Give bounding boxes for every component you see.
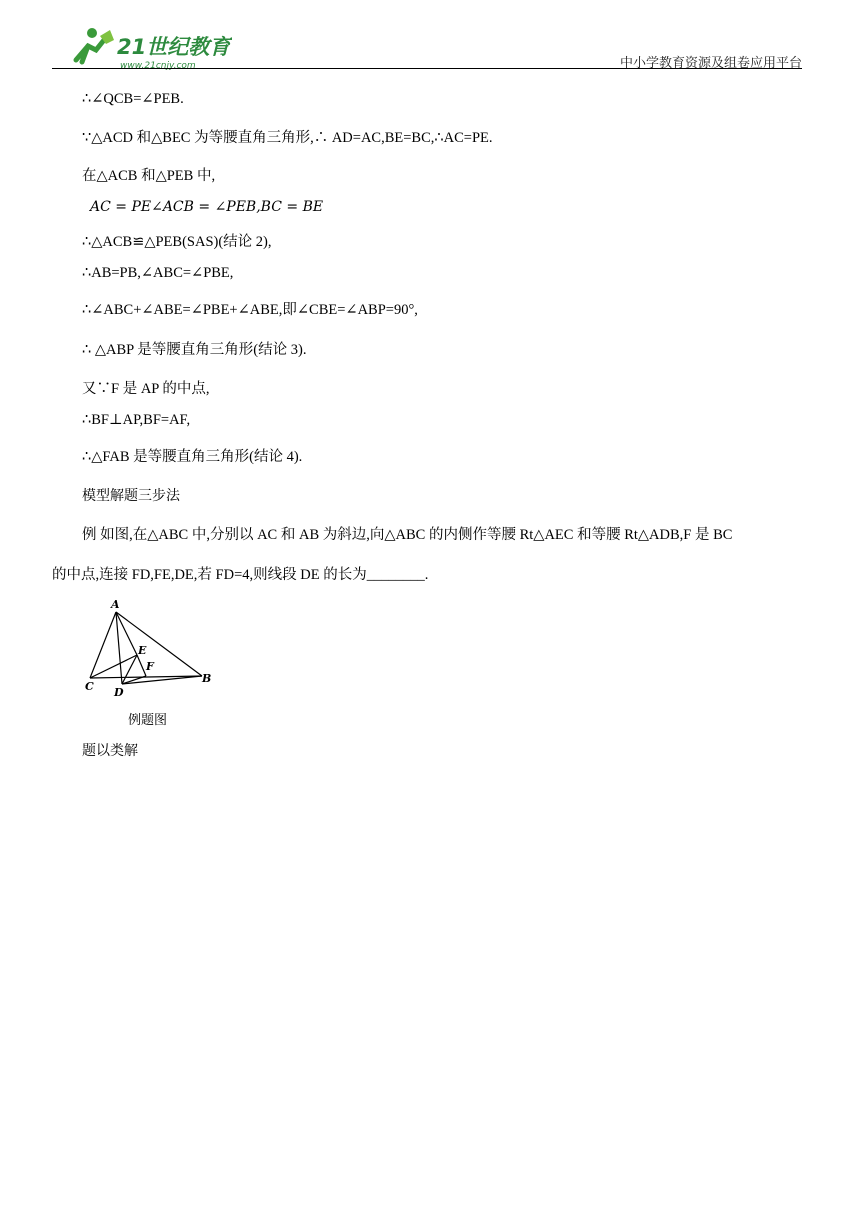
page-header	[52, 26, 802, 72]
vertex-label-a: A	[111, 598, 120, 611]
text-line-9: 又∵F 是 AP 的中点,	[82, 381, 210, 397]
text-line-7: ∴∠ABC+∠ABE=∠PBE+∠ABE,即∠CBE=∠ABP=90°,	[82, 302, 418, 318]
text-line-3: 在△ACB 和△PEB 中,	[82, 168, 216, 184]
vertex-label-f: F	[146, 660, 154, 673]
logo-text: 21世纪教育	[117, 35, 231, 59]
vertex-label-e: E	[138, 644, 147, 657]
text-line-6: ∴AB=PB,∠ABC=∠PBE,	[82, 265, 234, 281]
text-line-1: ∴∠QCB=∠PEB.	[82, 91, 184, 107]
example-line-2: 的中点,连接 FD,FE,DE,若 FD=4,则线段 DE 的长为________.	[52, 567, 429, 583]
text-line-2: ∵△ACD 和△BEC 为等腰直角三角形,∴ AD=AC,BE=BC,∴AC=PE.	[82, 130, 493, 146]
text-line-10: ∴BF⊥AP,BF=AF,	[82, 412, 191, 428]
math-equation: AC = PE∠ACB = ∠PEB,BC = BE	[90, 199, 324, 215]
figure-caption: 例题图	[128, 713, 168, 728]
vertex-label-b: B	[202, 672, 212, 685]
header-platform-text: 中小学教育资源及组卷应用平台	[619, 56, 802, 71]
closing-heading: 题以类解	[82, 743, 138, 759]
vertex-label-c: C	[85, 680, 94, 693]
text-line-5: ∴△ACB≌△PEB(SAS)(结论 2),	[82, 234, 272, 250]
vertex-label-d: D	[114, 686, 124, 699]
logo-url: www.21cnjy.com	[120, 61, 196, 70]
text-line-8: ∴ △ABP 是等腰直角三角形(结论 3).	[82, 342, 307, 358]
runner-icon	[76, 28, 114, 62]
example-line-1: 例 如图,在△ABC 中,分别以 AC 和 AB 为斜边,向△ABC 的内侧作等腰 Rt△AEC 和等腰 Rt△ADB,F 是 BC	[82, 527, 733, 543]
section-heading: 模型解题三步法	[82, 488, 180, 504]
header-divider	[52, 68, 802, 69]
text-line-11: ∴△FAB 是等腰直角三角形(结论 4).	[82, 449, 303, 465]
logo	[62, 26, 232, 70]
